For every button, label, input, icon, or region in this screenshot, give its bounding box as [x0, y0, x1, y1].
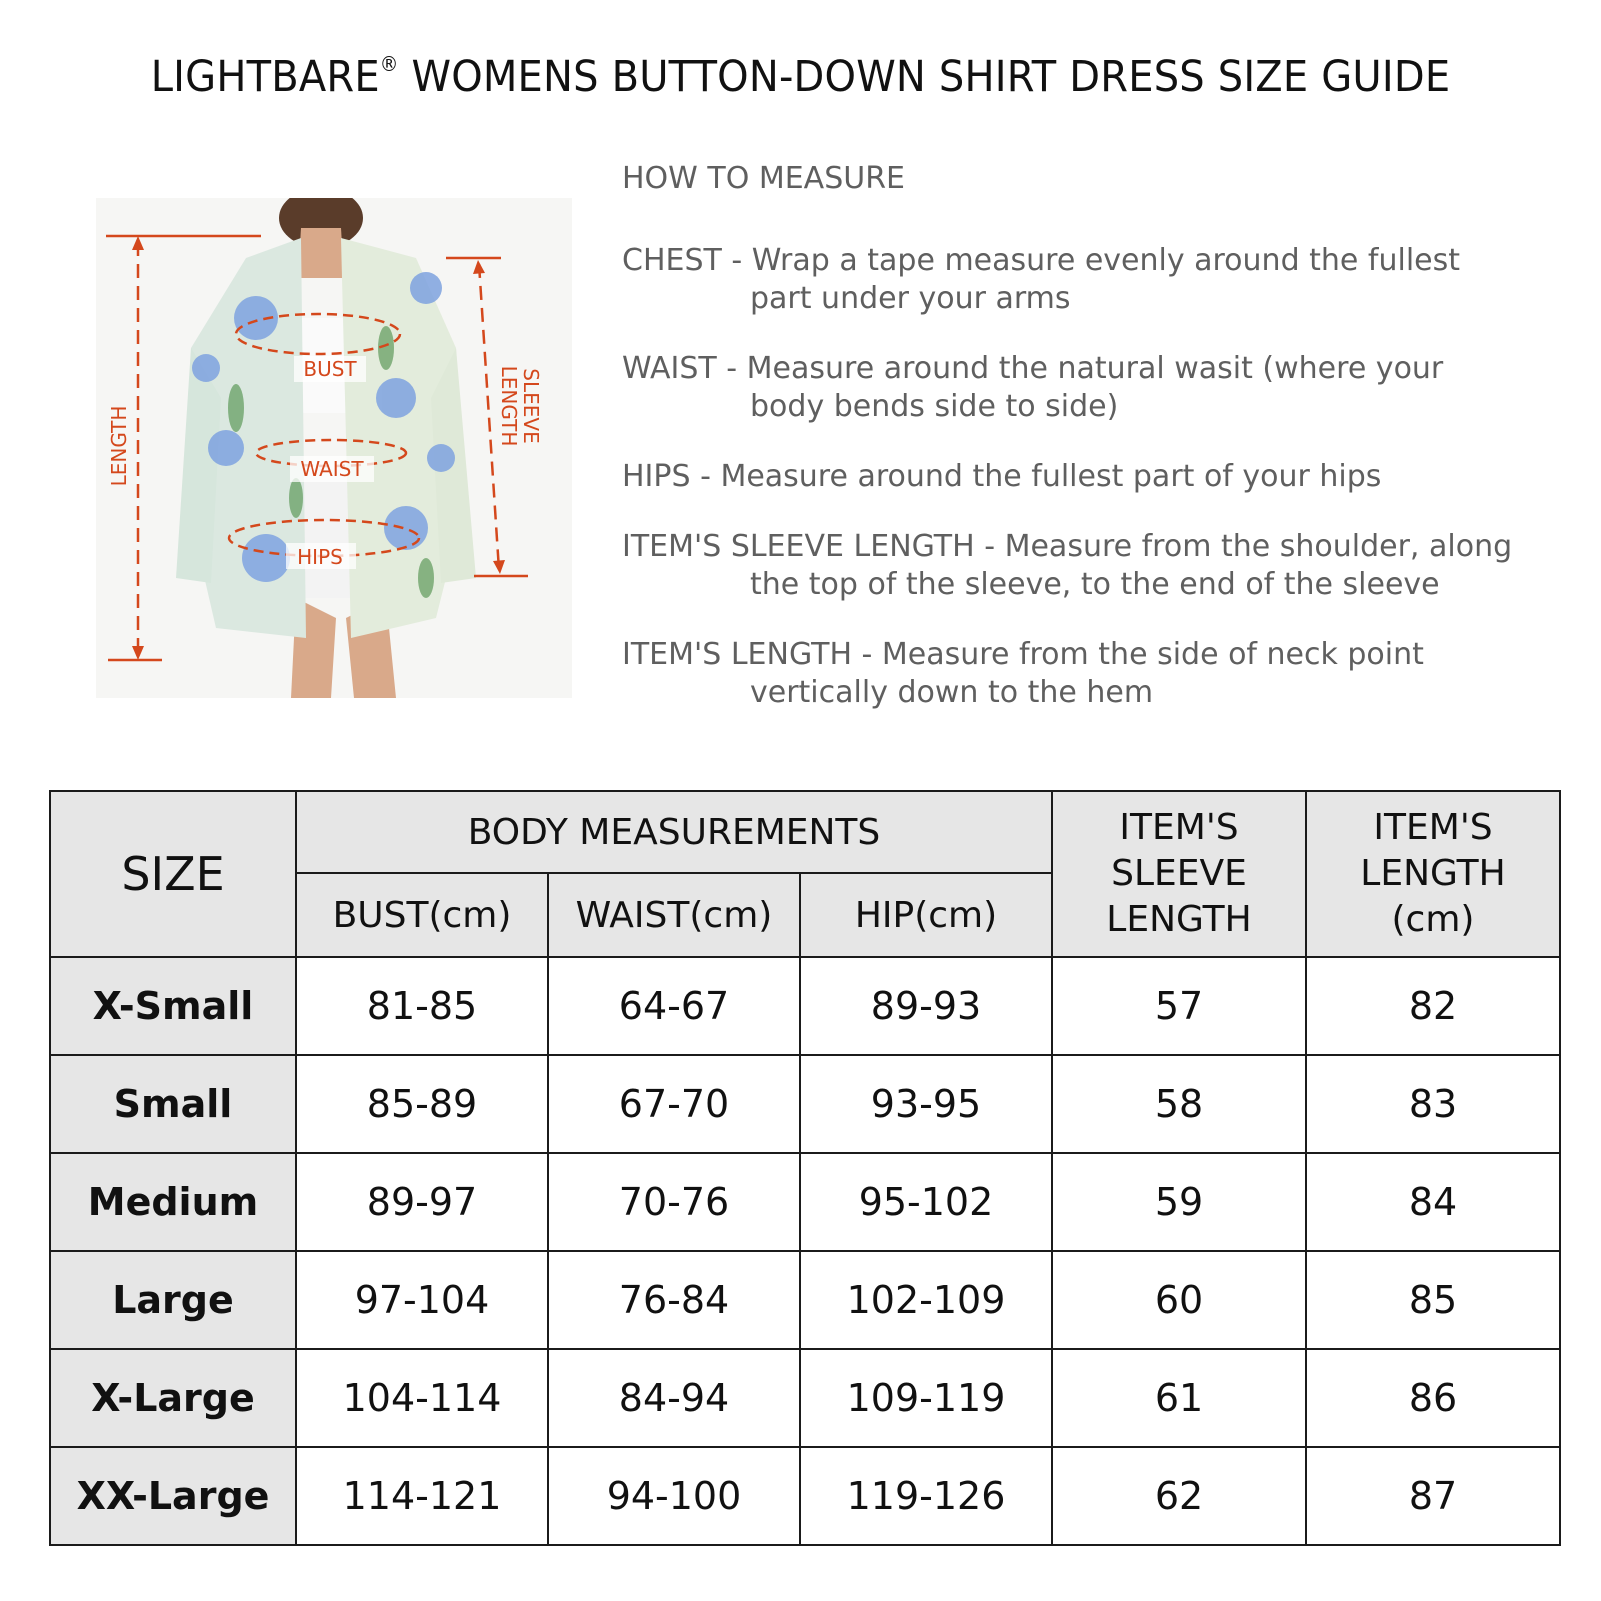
instruction-sleeve-length [622, 528, 1572, 604]
table-row [50, 1055, 1560, 1153]
instruction-line: the top of the sleeve, to the end of the sleeve [750, 567, 1440, 602]
waist-cell: 94-100 [548, 1447, 800, 1545]
size-cell: Medium [50, 1153, 296, 1251]
header-bust: BUST(cm) [296, 873, 548, 957]
bust-label: BUST [303, 357, 357, 381]
how-to-measure-heading: HOW TO MEASURE [622, 161, 906, 196]
instruction-waist [622, 350, 1572, 426]
waist-cell: 84-94 [548, 1349, 800, 1447]
registered-mark: ® [379, 52, 399, 76]
bust-cell: 81-85 [296, 957, 548, 1055]
length-cell: 82 [1306, 957, 1560, 1055]
model-illustration [96, 198, 572, 698]
header-hip: HIP(cm) [800, 873, 1052, 957]
instruction-line: ITEM'S SLEEVE LENGTH - Measure from the shoulder, along [622, 529, 1513, 564]
sleeve-cell: 61 [1052, 1349, 1306, 1447]
header-line: ITEM'S [1119, 807, 1239, 848]
header-line: LENGTH [1106, 899, 1252, 940]
how-to-measure [622, 160, 1572, 744]
instruction-line: WAIST - Measure around the natural wasit (where your [622, 351, 1444, 386]
header-body-measurements: BODY MEASUREMENTS [296, 791, 1052, 873]
hip-cell: 95-102 [800, 1153, 1052, 1251]
measurement-figure [96, 198, 572, 698]
waist-cell: 67-70 [548, 1055, 800, 1153]
instruction-line: CHEST - Wrap a tape measure evenly around the fullest [622, 243, 1461, 278]
bust-cell: 104-114 [296, 1349, 548, 1447]
waist-label: WAIST [300, 457, 364, 481]
sleeve-cell: 59 [1052, 1153, 1306, 1251]
header-line: ITEM'S [1373, 807, 1493, 848]
page-title [56, 52, 1545, 102]
sleeve-cell: 58 [1052, 1055, 1306, 1153]
length-cell: 83 [1306, 1055, 1560, 1153]
instruction-line: body bends side to side) [750, 389, 1119, 424]
size-cell: Small [50, 1055, 296, 1153]
size-cell: XX-Large [50, 1447, 296, 1545]
instruction-hips [622, 458, 1572, 496]
size-cell: X-Large [50, 1349, 296, 1447]
hip-cell: 102-109 [800, 1251, 1052, 1349]
header-length [1306, 791, 1560, 957]
hip-cell: 109-119 [800, 1349, 1052, 1447]
bust-cell: 85-89 [296, 1055, 548, 1153]
header-line: (cm) [1391, 899, 1475, 940]
instruction-chest [622, 242, 1572, 318]
length-label: LENGTH [107, 405, 131, 487]
header-waist: WAIST(cm) [548, 873, 800, 957]
brand-name: LIGHTBARE [150, 52, 380, 102]
bust-cell: 97-104 [296, 1251, 548, 1349]
waist-cell: 64-67 [548, 957, 800, 1055]
header-line: LENGTH [1360, 853, 1506, 894]
length-cell: 86 [1306, 1349, 1560, 1447]
title-text: WOMENS BUTTON-DOWN SHIRT DRESS SIZE GUIDE [398, 52, 1451, 102]
size-cell: Large [50, 1251, 296, 1349]
instruction-length [622, 636, 1572, 712]
bust-cell: 89-97 [296, 1153, 548, 1251]
sleeve-length-label-2: LENGTH [497, 365, 521, 447]
table-row [50, 1153, 1560, 1251]
sleeve-length-label-1: SLEEVE [519, 368, 543, 444]
waist-cell: 76-84 [548, 1251, 800, 1349]
length-cell: 85 [1306, 1251, 1560, 1349]
hip-cell: 89-93 [800, 957, 1052, 1055]
length-cell: 84 [1306, 1153, 1560, 1251]
table-row [50, 1447, 1560, 1545]
hip-cell: 119-126 [800, 1447, 1052, 1545]
hip-cell: 93-95 [800, 1055, 1052, 1153]
hips-label: HIPS [297, 545, 343, 569]
waist-cell: 70-76 [548, 1153, 800, 1251]
sleeve-cell: 60 [1052, 1251, 1306, 1349]
instruction-line: vertically down to the hem [750, 675, 1154, 710]
header-line: SLEEVE [1111, 853, 1247, 894]
instruction-line: part under your arms [750, 281, 1071, 316]
instruction-line: ITEM'S LENGTH - Measure from the side of neck point [622, 637, 1424, 672]
length-cell: 87 [1306, 1447, 1560, 1545]
size-cell: X-Small [50, 957, 296, 1055]
table-row [50, 1251, 1560, 1349]
size-table [49, 790, 1561, 1546]
table-row [50, 957, 1560, 1055]
sleeve-cell: 62 [1052, 1447, 1306, 1545]
table-row [50, 1349, 1560, 1447]
header-sleeve-length [1052, 791, 1306, 957]
sleeve-cell: 57 [1052, 957, 1306, 1055]
bust-cell: 114-121 [296, 1447, 548, 1545]
header-size: SIZE [50, 791, 296, 957]
instruction-line: HIPS - Measure around the fullest part of your hips [622, 459, 1382, 494]
